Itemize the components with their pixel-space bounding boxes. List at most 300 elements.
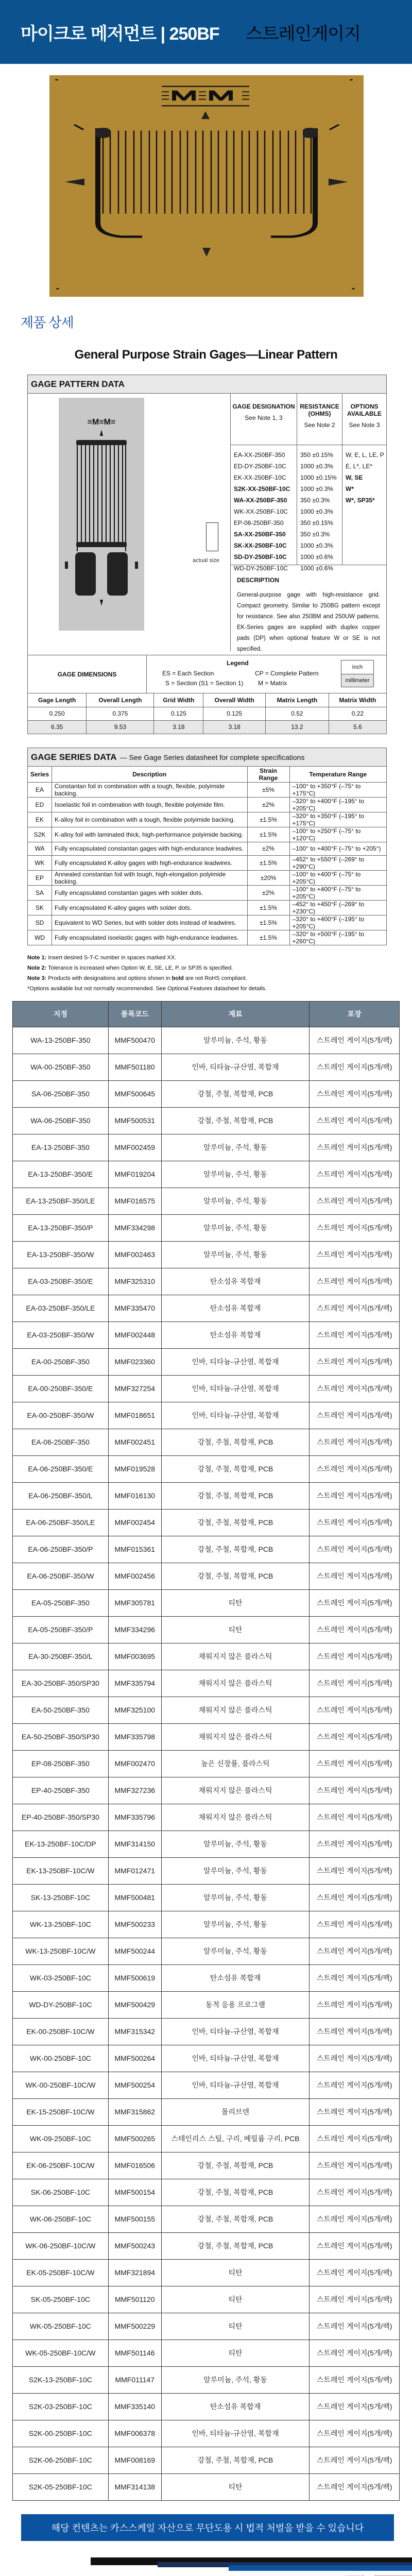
table-cell: MMF314150 — [108, 1831, 161, 1857]
table-cell: MMF003695 — [108, 1643, 161, 1670]
table-cell: 스트레인 게이지(5개/팩) — [310, 1107, 400, 1134]
table-row — [13, 2232, 400, 2259]
gage-series-panel — [27, 748, 387, 945]
gage-resistance: 350 ±0.15% — [300, 517, 340, 529]
table-cell: 스트레인 게이지(5개/팩) — [310, 1161, 400, 1188]
table-cell: 스트레인 게이지(5개/팩) — [310, 1938, 400, 1964]
table-cell: 스트레인 게이지(5개/팩) — [310, 2232, 400, 2259]
table-row — [13, 1804, 400, 1831]
dimension-mm: 13.2 — [266, 720, 329, 734]
table-cell: MMF305781 — [108, 1589, 161, 1616]
table-row — [13, 1964, 400, 1991]
table-cell: 탄소섬유 복합재 — [161, 1295, 310, 1321]
product-header: 지정 — [13, 1001, 109, 1027]
table-cell: EA-00-250BF-350 — [13, 1348, 109, 1375]
page-header — [0, 0, 412, 64]
table-cell: 스트레인 게이지(5개/팩) — [310, 2018, 400, 2045]
table-cell: 강철, 주철, 복합재, PCB — [161, 1563, 310, 1589]
table-cell: 스트레인 게이지(5개/팩) — [310, 2179, 400, 2206]
table-cell: MMF008169 — [108, 2447, 161, 2473]
gage-designation: WD-DY-250BF-10C — [234, 563, 295, 574]
table-cell: MMF500154 — [108, 2179, 161, 2206]
series-cell: Fully encapsulated constantan gages with solder dots. — [52, 885, 247, 900]
page-title: 마이크로 메저먼트 | 250BF — [21, 20, 219, 45]
table-row — [13, 1857, 400, 1884]
table-row — [13, 2313, 400, 2340]
table-cell: 알루미늄, 주석, 황동 — [161, 1188, 310, 1214]
table-cell: 스트레인 게이지(5개/팩) — [310, 1670, 400, 1697]
table-cell: 티탄 — [161, 1616, 310, 1643]
table-cell: WK-06-250BF-10C — [13, 2206, 109, 2232]
table-cell: MMF500619 — [108, 1964, 161, 1991]
gage-options: W, E, L, LE, P — [346, 449, 384, 461]
table-cell: WK-06-250BF-10C/W — [13, 2232, 109, 2259]
note-3: Note 3: Products with designations and options shown in bold are not RoHS compliant. — [27, 973, 387, 984]
product-header: 포장 — [310, 1001, 400, 1027]
product-header: 품목코드 — [108, 1001, 161, 1027]
series-cell: ±1.5% — [247, 812, 289, 827]
series-cell: K-alloy foil with laminated thick, high-performance polyimide backing. — [52, 827, 247, 842]
series-cell: –100° to +250°F (–75° to +120°C) — [289, 827, 386, 842]
dimension-header: Gage Length — [28, 693, 87, 707]
series-cell: –320° to +500°F (–195° to +260°C) — [289, 930, 386, 945]
table-cell: MMF321894 — [108, 2259, 161, 2286]
gage-pattern-icon — [59, 398, 144, 631]
hero-image-area — [0, 64, 412, 306]
series-cell: SD — [28, 915, 52, 930]
table-cell: 스트레인 게이지(5개/팩) — [310, 1777, 400, 1804]
series-cell: ±2% — [247, 885, 289, 900]
datasheet — [27, 375, 387, 994]
dimension-mm: 9.53 — [87, 720, 154, 734]
table-cell: 스트레인 게이지(5개/팩) — [310, 1268, 400, 1295]
table-cell: 채워지지 않은 플라스틱 — [161, 1670, 310, 1697]
unit-legend — [341, 660, 374, 687]
table-cell: SK-13-250BF-10C — [13, 1884, 109, 1911]
table-row — [13, 1054, 400, 1080]
series-row — [28, 915, 386, 930]
gage-designation: SK-XX-250BF-10C — [234, 540, 295, 551]
table-cell: EA-30-250BF-350/L — [13, 1643, 109, 1670]
table-cell: EA-06-250BF-350/LE — [13, 1509, 109, 1536]
series-cell: Isoelastic foil in combination with tough, flexible polyimide film. — [52, 797, 247, 812]
table-cell: 스트레인 게이지(5개/팩) — [310, 1750, 400, 1777]
series-row — [28, 855, 386, 870]
table-cell: 스트레인 게이지(5개/팩) — [310, 1536, 400, 1563]
gage-resistance: 350 ±0.15% — [300, 449, 340, 461]
table-cell: MMF016130 — [108, 1482, 161, 1509]
note-1: Note 1: Insert desired S-T-C number in spaces marked XX. — [27, 953, 387, 963]
table-cell: 인바, 티타늄-규산염, 복합재 — [161, 1054, 310, 1080]
gage-designation: SD-DY-250BF-10C — [234, 551, 295, 563]
table-cell: SK-05-250BF-10C — [13, 2286, 109, 2313]
series-row — [28, 870, 386, 885]
table-cell: 스트레인 게이지(5개/팩) — [310, 1348, 400, 1375]
table-cell: WA-06-250BF-350 — [13, 1107, 109, 1134]
table-cell: 스트레인 게이지(5개/팩) — [310, 2045, 400, 2072]
table-cell: MMF327236 — [108, 1777, 161, 1804]
table-row — [13, 1589, 400, 1616]
table-cell: WD-DY-250BF-10C — [13, 1991, 109, 2018]
gage-designation: S2K-XX-250BF-10C — [234, 483, 295, 495]
gage-designation: WA-XX-250BF-350 — [234, 495, 295, 506]
table-cell: EA-13-250BF-350/P — [13, 1214, 109, 1241]
table-row — [13, 2045, 400, 2072]
gage-designation: EA-XX-250BF-350 — [234, 449, 295, 461]
dimension-inch: 0.125 — [154, 707, 203, 720]
table-cell: MMF002448 — [108, 1321, 161, 1348]
dimension-header: Matrix Width — [329, 693, 386, 707]
dimensions-table — [28, 693, 386, 734]
gage-designation: EP-08-250BF-350 — [234, 517, 295, 529]
table-cell: WK-09-250BF-10C — [13, 2125, 109, 2152]
table-cell: EK-00-250BF-10C/W — [13, 2018, 109, 2045]
series-row — [28, 900, 386, 915]
dimension-mm: 5.6 — [329, 720, 386, 734]
table-cell: WK-13-250BF-10C — [13, 1911, 109, 1938]
table-cell: 스트레인 게이지(5개/팩) — [310, 1884, 400, 1911]
table-row — [13, 2340, 400, 2366]
table-cell: 스트레인 게이지(5개/팩) — [310, 2420, 400, 2447]
col-note-designation: See Note 1, 3 — [231, 414, 297, 421]
table-cell: MMF002463 — [108, 1241, 161, 1268]
series-header: Series — [28, 767, 52, 782]
gage-resistance: 350 ±0.3% — [300, 495, 340, 506]
table-row — [13, 2286, 400, 2313]
series-cell: K-alloy foil in combination with a tough, flexible polyimide backing. — [52, 812, 247, 827]
table-cell: 스트레인 게이지(5개/팩) — [310, 2072, 400, 2098]
table-cell: EA-13-250BF-350/E — [13, 1161, 109, 1188]
table-cell: 알루미늄, 주석, 황동 — [161, 1214, 310, 1241]
table-cell: MMF019204 — [108, 1161, 161, 1188]
table-cell: MMF500645 — [108, 1080, 161, 1107]
table-row — [13, 2072, 400, 2098]
legend-s: S = Section (S1 = Section 1) — [165, 680, 243, 687]
table-cell: 높은 신장률, 플라스틱 — [161, 1750, 310, 1777]
gage-designation: EK-XX-250BF-10C — [234, 472, 295, 483]
table-cell: EA-06-250BF-350 — [13, 1429, 109, 1455]
table-cell: 스트레인 게이지(5개/팩) — [310, 1911, 400, 1938]
table-row — [13, 1429, 400, 1455]
series-row — [28, 812, 386, 827]
svg-text:≡M≡M≡: ≡M≡M≡ — [88, 418, 116, 427]
table-cell: MMF315862 — [108, 2098, 161, 2125]
table-cell: MMF006378 — [108, 2420, 161, 2447]
gage-resistance: 1000 ±0.3% — [300, 483, 340, 495]
gage-resistance: 1000 ±0.6% — [300, 551, 340, 563]
dimension-inch: 0.375 — [87, 707, 154, 720]
table-row — [13, 1188, 400, 1214]
table-row — [13, 1536, 400, 1563]
table-cell: 티탄 — [161, 2473, 310, 2500]
table-row — [13, 1241, 400, 1268]
series-cell: –100° to +400°F (–75° to +205°C) — [289, 870, 386, 885]
table-cell: 스트레인 게이지(5개/팩) — [310, 1080, 400, 1107]
table-cell: 강철, 주철, 복합재, PCB — [161, 2152, 310, 2179]
table-cell: MMF501120 — [108, 2286, 161, 2313]
table-cell: 스트레인 게이지(5개/팩) — [310, 1697, 400, 1723]
gage-designation: WK-XX-250BF-10C — [234, 506, 295, 517]
table-cell: 강철, 주철, 복합재, PCB — [161, 2232, 310, 2259]
table-row — [13, 1107, 400, 1134]
table-cell: 스트레인 게이지(5개/팩) — [310, 1402, 400, 1429]
table-cell: EA-06-250BF-350/L — [13, 1482, 109, 1509]
dimension-mm: 3.18 — [154, 720, 203, 734]
table-cell: S2K-13-250BF-10C — [13, 2366, 109, 2393]
table-cell: EP-08-250BF-350 — [13, 1750, 109, 1777]
table-cell: MMF335794 — [108, 1670, 161, 1697]
table-row — [13, 1214, 400, 1241]
table-row — [13, 1750, 400, 1777]
table-cell: MMF335798 — [108, 1723, 161, 1750]
table-cell: EA-00-250BF-350/W — [13, 1402, 109, 1429]
gage-resistance: 1000 ±0.6% — [300, 563, 340, 574]
table-cell: 탄소섬유 복합재 — [161, 2393, 310, 2420]
table-row — [13, 2447, 400, 2473]
table-cell: MMF016506 — [108, 2152, 161, 2179]
table-cell: EA-30-250BF-350/SP30 — [13, 1670, 109, 1697]
strain-gauge-image — [49, 75, 364, 297]
table-cell: 스트레인 게이지(5개/팩) — [310, 2286, 400, 2313]
table-cell: EA-13-250BF-350/W — [13, 1241, 109, 1268]
table-row — [13, 2152, 400, 2179]
note-4: *Options available but not normally recommended. See Optional Features datasheet for details. — [27, 984, 387, 994]
table-cell: 스트레인 게이지(5개/팩) — [310, 2393, 400, 2420]
table-cell: 알루미늄, 주석, 황동 — [161, 1911, 310, 1938]
table-row — [13, 1884, 400, 1911]
table-cell: 스트레인 게이지(5개/팩) — [310, 1589, 400, 1616]
series-cell: WK — [28, 855, 52, 870]
table-cell: 인바, 티타늄-규산염, 복합재 — [161, 2072, 310, 2098]
table-row — [13, 1348, 400, 1375]
description-text: General-purpose gage with high-resistance grid. Compact geometry. Similar to 250BG pattern except for resistance. See also 250BM and 250UW patterns. EK-Series gages are supplied with duplex copper pads (DP) when optional feature W or SE is not specified. — [237, 590, 380, 655]
table-row — [13, 1455, 400, 1482]
table-cell: EK-06-250BF-10C/W — [13, 2152, 109, 2179]
table-cell: MMF500233 — [108, 1911, 161, 1938]
gage-designation: SA-XX-250BF-350 — [234, 529, 295, 540]
table-cell: 채워지지 않은 플라스틱 — [161, 1723, 310, 1750]
table-cell: 강철, 주철, 복합재, PCB — [161, 1482, 310, 1509]
series-cell: Fully encapsulated K-alloy gages with solder dots. — [52, 900, 247, 915]
gage-series-heading: GAGE SERIES DATA — [31, 752, 117, 762]
table-row — [13, 1911, 400, 1938]
actual-size-label: actual size — [193, 557, 219, 564]
table-row — [13, 1509, 400, 1536]
table-cell: 강철, 주철, 복합재, PCB — [161, 2179, 310, 2206]
description-heading: DESCRIPTION — [237, 577, 380, 584]
table-cell: 몰리브덴 — [161, 2098, 310, 2125]
table-row — [13, 1080, 400, 1107]
table-cell: 스트레인 게이지(5개/팩) — [310, 2340, 400, 2366]
table-cell: MMF012471 — [108, 1857, 161, 1884]
table-cell: 스트레인 게이지(5개/팩) — [310, 1616, 400, 1643]
table-cell: S2K-05-250BF-10C — [13, 2473, 109, 2500]
table-cell: 스트레인 게이지(5개/팩) — [310, 1643, 400, 1670]
table-cell: EA-03-250BF-350/W — [13, 1321, 109, 1348]
table-cell: 스트레인 게이지(5개/팩) — [310, 1509, 400, 1536]
series-row — [28, 842, 386, 855]
table-row — [13, 2420, 400, 2447]
col-header-resistance: RESISTANCE (OHMS) — [300, 403, 339, 417]
table-cell: 스트레인 게이지(5개/팩) — [310, 1723, 400, 1750]
col-note-resistance: See Note 2 — [297, 421, 342, 429]
table-cell: EK-13-250BF-10C/DP — [13, 1831, 109, 1857]
series-cell: –100° to +400°F (–75° to +205°) — [289, 842, 386, 855]
table-row — [13, 1938, 400, 1964]
legend-cp: CP = Complete Pattern — [255, 670, 319, 677]
table-cell: 채워지지 않은 플라스틱 — [161, 1643, 310, 1670]
category-label: 스트레인게이지 — [246, 20, 360, 45]
table-cell: MMF500244 — [108, 1938, 161, 1964]
table-row — [13, 1268, 400, 1295]
table-cell: MMF335470 — [108, 1295, 161, 1321]
table-row — [13, 1295, 400, 1321]
table-cell: MMF501180 — [108, 1054, 161, 1080]
table-cell: 탄소섬유 복합재 — [161, 1964, 310, 1991]
table-cell: 스트레인 게이지(5개/팩) — [310, 2125, 400, 2152]
table-cell: 알루미늄, 주석, 황동 — [161, 1027, 310, 1054]
col-header-designation: GAGE DESIGNATION — [232, 403, 295, 410]
gage-options: W* — [346, 483, 384, 495]
table-cell: S2K-00-250BF-10C — [13, 2420, 109, 2447]
table-cell: MMF500264 — [108, 2045, 161, 2072]
table-cell: 채워지지 않은 플라스틱 — [161, 1697, 310, 1723]
table-cell: 알루미늄, 주석, 황동 — [161, 2366, 310, 2393]
table-cell: EA-05-250BF-350 — [13, 1589, 109, 1616]
table-cell: 스테인리스 스틸, 구리, 베릴륨 구리, PCB — [161, 2125, 310, 2152]
table-cell: 알루미늄, 주석, 황동 — [161, 1161, 310, 1188]
series-cell: ±1.5% — [247, 855, 289, 870]
table-cell: 스트레인 게이지(5개/팩) — [310, 1429, 400, 1455]
unit-millimeter: millimeter — [341, 674, 373, 687]
table-cell: WK-13-250BF-10C/W — [13, 1938, 109, 1964]
table-cell: MMF002451 — [108, 1429, 161, 1455]
table-cell: 스트레인 게이지(5개/팩) — [310, 1214, 400, 1241]
gage-resistance: 1000 ±0.3% — [300, 540, 340, 551]
gage-resistance: 350 ±0.3% — [300, 529, 340, 540]
datasheet-title: General Purpose Strain Gages—Linear Pattern — [0, 348, 412, 362]
series-cell: ±5% — [247, 782, 289, 797]
table-cell: 탄소섬유 복합재 — [161, 1268, 310, 1295]
dimension-mm: 6.35 — [28, 720, 87, 734]
table-cell: EA-03-250BF-350/E — [13, 1268, 109, 1295]
watermark-logo-icon — [330, 2575, 412, 2576]
table-cell: 스트레인 게이지(5개/팩) — [310, 1831, 400, 1857]
table-cell: MMF019528 — [108, 1455, 161, 1482]
table-cell: EA-50-250BF-350/SP30 — [13, 1723, 109, 1750]
dimension-inch: 0.125 — [203, 707, 266, 720]
col-header-options: OPTIONS AVAILABLE — [347, 403, 382, 417]
table-cell: 알루미늄, 주석, 황동 — [161, 1831, 310, 1857]
table-cell: WK-03-250BF-10C — [13, 1964, 109, 1991]
table-cell: 인바, 티타늄-규산염, 복합재 — [161, 2045, 310, 2072]
table-row — [13, 2018, 400, 2045]
table-cell: 강철, 주철, 복합재, PCB — [161, 1509, 310, 1536]
table-cell: EK-15-250BF-10C/W — [13, 2098, 109, 2125]
table-cell: MMF315342 — [108, 2018, 161, 2045]
dimension-header: Overall Length — [87, 693, 154, 707]
table-cell: 티탄 — [161, 2286, 310, 2313]
table-cell: 스트레인 게이지(5개/팩) — [310, 1295, 400, 1321]
series-cell: EA — [28, 782, 52, 797]
table-cell: EA-05-250BF-350/P — [13, 1616, 109, 1643]
table-cell: 인바, 티타늄-규산염, 복합재 — [161, 2420, 310, 2447]
table-cell: 인바, 티타늄-규산염, 복합재 — [161, 2018, 310, 2045]
table-cell: MMF335140 — [108, 2393, 161, 2420]
series-cell: Annealed constantan foil with tough, high-elongation polyimide backing. — [52, 870, 247, 885]
table-row — [13, 1777, 400, 1804]
table-cell: 인바, 티타늄-규산염, 복합재 — [161, 1402, 310, 1429]
table-row — [13, 1643, 400, 1670]
dimension-inch: 0.250 — [28, 707, 87, 720]
section-title: 제품 상세 — [21, 306, 412, 331]
series-cell: EK — [28, 812, 52, 827]
gage-designation: ED-DY-250BF-10C — [234, 461, 295, 472]
strain-gauge-pattern-icon — [49, 75, 364, 297]
table-cell: WK-05-250BF-10C — [13, 2313, 109, 2340]
gage-pattern-drawing — [59, 398, 144, 631]
table-cell: EP-40-250BF-350/SP30 — [13, 1804, 109, 1831]
gage-dimensions-heading: GAGE DIMENSIONS — [28, 655, 147, 693]
series-cell: ±20% — [247, 870, 289, 885]
series-table — [28, 767, 386, 945]
table-cell: WA-00-250BF-350 — [13, 1054, 109, 1080]
gage-pattern-heading: GAGE PATTERN DATA — [28, 375, 386, 394]
series-cell: ±1.5% — [247, 900, 289, 915]
table-cell: 티탄 — [161, 2313, 310, 2340]
table-cell: 스트레인 게이지(5개/팩) — [310, 1804, 400, 1831]
table-cell: MMF500470 — [108, 1027, 161, 1054]
table-cell: 스트레인 게이지(5개/팩) — [310, 1964, 400, 1991]
table-row — [13, 1991, 400, 2018]
table-cell: 스트레인 게이지(5개/팩) — [310, 1027, 400, 1054]
gage-series-subheading: — See Gage Series datasheet for complete specifications — [120, 753, 305, 761]
table-cell: EA-50-250BF-350 — [13, 1697, 109, 1723]
table-cell: MMF500229 — [108, 2313, 161, 2340]
table-cell: WK-00-250BF-10C — [13, 2045, 109, 2072]
table-cell: WA-13-250BF-350 — [13, 1027, 109, 1054]
series-cell: Fully encapsulated K-alloy gages with high-endurance leadwires. — [52, 855, 247, 870]
notes — [27, 953, 387, 994]
table-cell: EK-13-250BF-10C/W — [13, 1857, 109, 1884]
table-cell: EA-00-250BF-350/E — [13, 1375, 109, 1402]
table-row — [13, 2179, 400, 2206]
gage-options: E, L*, LE* — [346, 461, 384, 472]
table-cell: MMF334296 — [108, 1616, 161, 1643]
product-table — [12, 1001, 400, 2501]
table-cell: 인바, 티타늄-규산염, 복합재 — [161, 1375, 310, 1402]
table-cell: MMF500429 — [108, 1991, 161, 2018]
legend-m: M = Matrix — [258, 680, 287, 687]
table-cell: 강철, 주철, 복합재, PCB — [161, 2206, 310, 2232]
table-cell: MMF015361 — [108, 1536, 161, 1563]
table-row — [13, 1321, 400, 1348]
table-cell: EA-03-250BF-350/LE — [13, 1295, 109, 1321]
table-row — [13, 1670, 400, 1697]
table-cell: MMF002470 — [108, 1750, 161, 1777]
table-cell: MMF500481 — [108, 1884, 161, 1911]
table-row — [13, 2259, 400, 2286]
dimension-header: Overall Width — [203, 693, 266, 707]
product-header: 재료 — [161, 1001, 310, 1027]
series-cell: SA — [28, 885, 52, 900]
table-cell: 강철, 주철, 복합재, PCB — [161, 1107, 310, 1134]
table-cell: 스트레인 게이지(5개/팩) — [310, 1134, 400, 1161]
table-cell: 알루미늄, 주석, 황동 — [161, 1884, 310, 1911]
table-cell: 스트레인 게이지(5개/팩) — [310, 2152, 400, 2179]
table-cell: EA-13-250BF-350/LE — [13, 1188, 109, 1214]
table-cell: MMF500243 — [108, 2232, 161, 2259]
